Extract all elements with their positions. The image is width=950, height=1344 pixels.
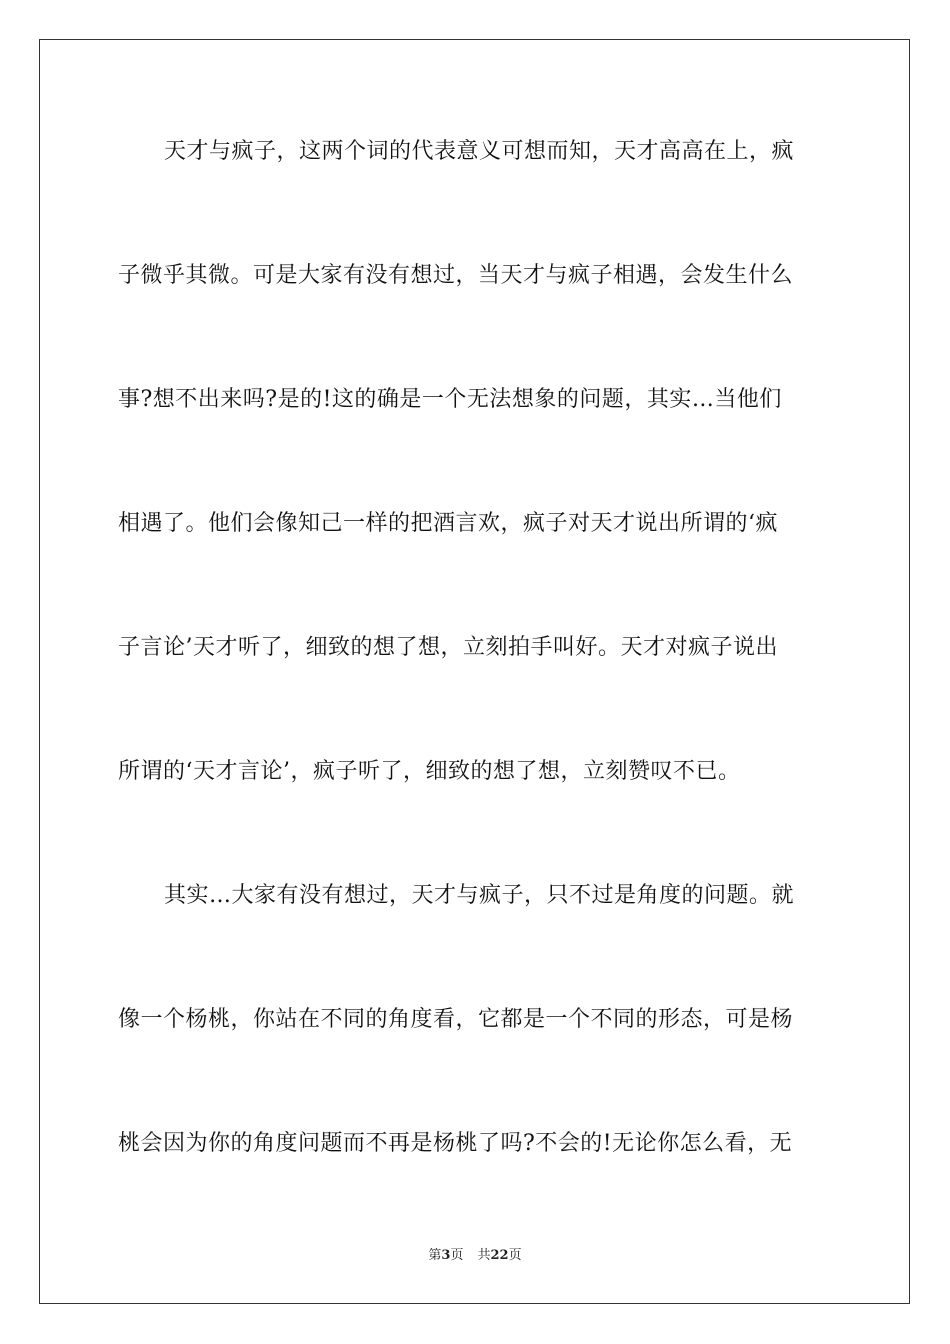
paragraph-1-line-3: 事?想不出来吗?是的!这的确是一个无法想象的问题，其实…当他们 [118,387,782,412]
paragraph-1-line-4: 相遇了。他们会像知己一样的把酒言欢，疯子对天才说出所谓的‘疯 [118,511,778,536]
total-prefix: 共 [477,1248,491,1263]
paragraph-1-line-2: 子微乎其微。可是大家有没有想过，当天才与疯子相遇，会发生什么 [118,263,794,288]
paragraph-1-line-5: 子言论’天才听了，细致的想了想，立刻拍手叫好。天才对疯子说出 [118,635,778,660]
total-pages: 22 [490,1248,509,1263]
page-number: 3 [441,1248,451,1263]
page-suffix: 页 [450,1248,464,1263]
paragraph-2-line-1: 其实…大家有没有想过，天才与疯子，只不过是角度的问题。就 [164,883,795,908]
total-suffix: 页 [508,1248,522,1263]
page-border [39,39,910,1304]
paragraph-1-line-1: 天才与疯子，这两个词的代表意义可想而知，天才高高在上，疯 [164,139,795,164]
paragraph-2-line-3: 桃会因为你的角度问题而不再是杨桃了吗?不会的!无论你怎么看，无 [118,1131,793,1156]
paragraph-2-line-2: 像一个杨桃，你站在不同的角度看，它都是一个不同的形态，可是杨 [118,1007,794,1032]
page-footer [0,1247,950,1265]
page-prefix: 第 [428,1248,442,1263]
paragraph-1-line-6: 所谓的‘天才言论’，疯子听了，细致的想了想，立刻赞叹不已。 [118,759,741,784]
